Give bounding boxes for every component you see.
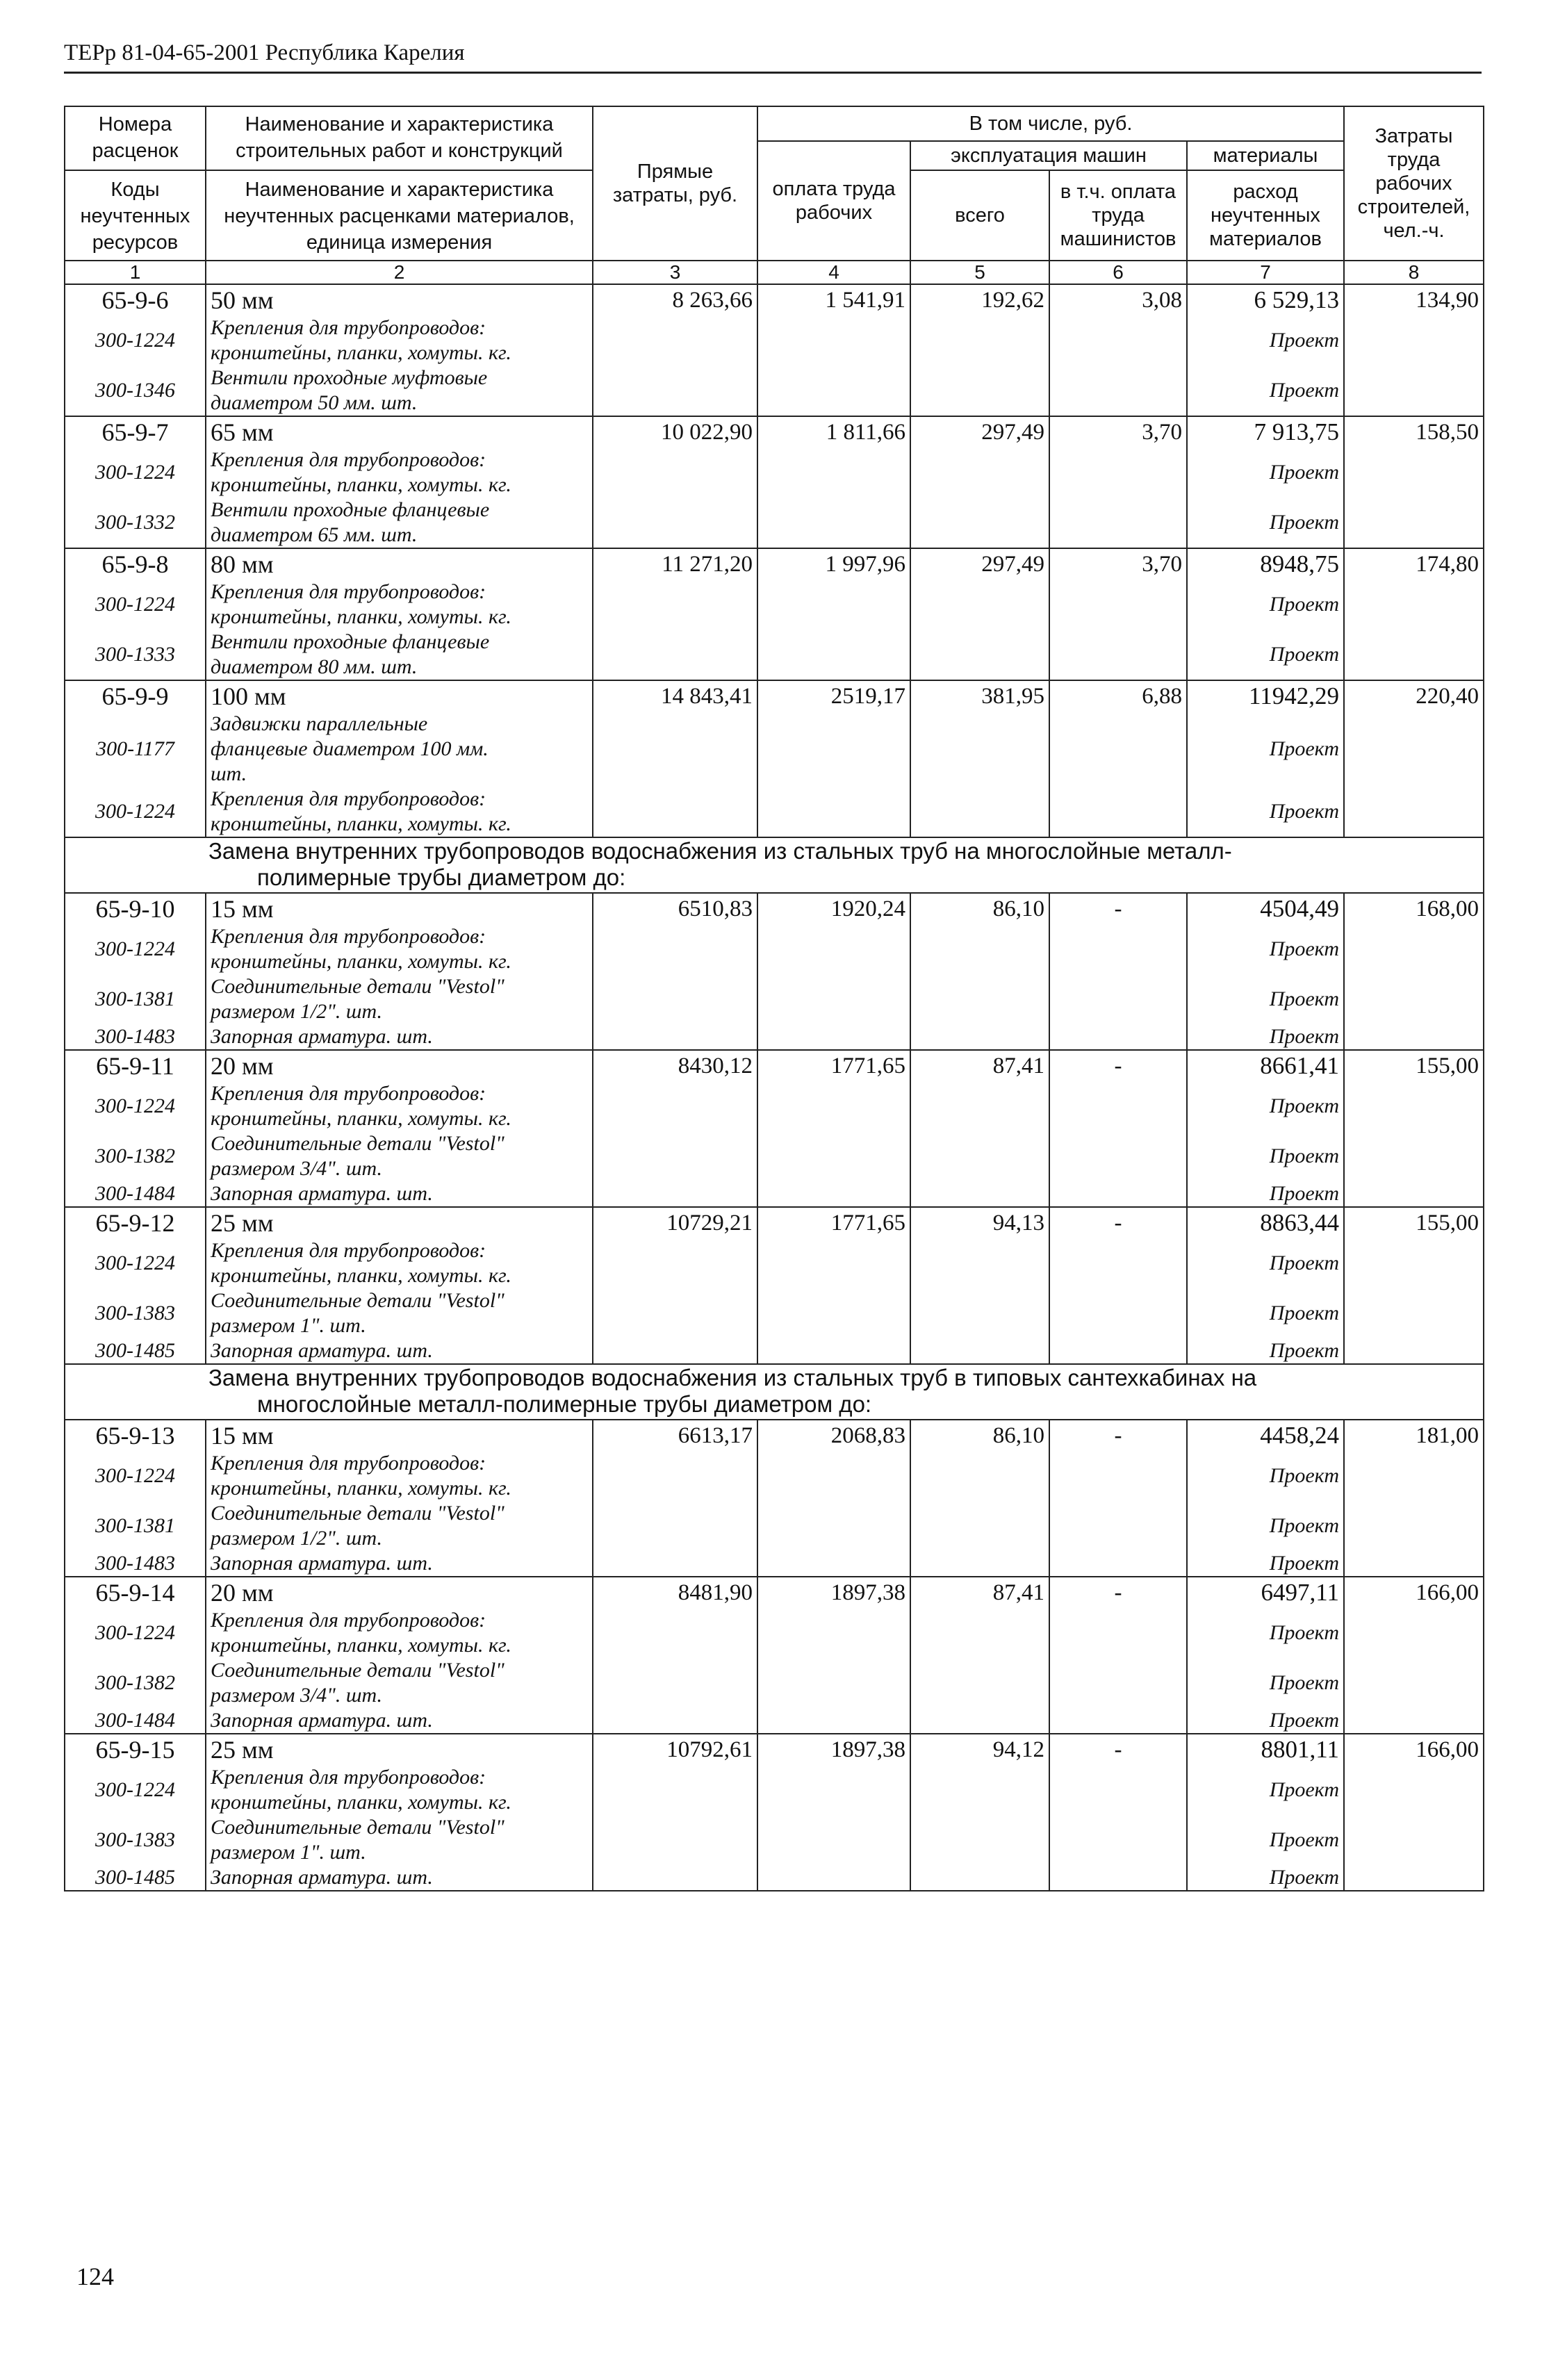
labor-hours: 158,50 bbox=[1344, 416, 1484, 548]
header-rate-numbers: Номера расценок bbox=[92, 113, 179, 162]
resource-materials: Проект bbox=[1269, 1025, 1339, 1048]
rate-name-cell bbox=[206, 1420, 593, 1577]
rate-code: 65-9-11 bbox=[96, 1052, 174, 1080]
labor-pay: 2068,83 bbox=[757, 1420, 910, 1577]
rate-name: 20 мм bbox=[211, 1579, 274, 1607]
labor-pay: 2519,17 bbox=[757, 680, 910, 837]
header-labor-hours: Затраты труда рабочих строителей, чел.-ч. bbox=[1344, 106, 1484, 261]
resource-materials: Проект bbox=[1269, 511, 1339, 534]
resource-name-line: кронштейны, планки, хомуты. кг. bbox=[211, 341, 511, 364]
resource-materials: Проект bbox=[1269, 1709, 1339, 1732]
labor-pay: 1 997,96 bbox=[757, 548, 910, 680]
direct-costs: 10 022,90 bbox=[593, 416, 757, 548]
column-number: 5 bbox=[910, 261, 1049, 284]
resource-code: 300-1224 bbox=[95, 1251, 175, 1274]
column-number: 8 bbox=[1344, 261, 1484, 284]
rate-name: 100 мм bbox=[211, 682, 286, 710]
resource-materials: Проект bbox=[1269, 1182, 1339, 1205]
resource-name bbox=[211, 1238, 588, 1288]
section-row bbox=[65, 1364, 1484, 1420]
resource-name-line: шт. bbox=[211, 762, 247, 785]
materials-cell bbox=[1187, 1734, 1344, 1891]
resource-code: 300-1381 bbox=[95, 987, 175, 1010]
resource-name-line: Крепления для трубопроводов: bbox=[211, 316, 486, 339]
section-title-line: Замена внутренних трубопроводов водоснабжения из стальных труб на многослойные металл- bbox=[208, 838, 1232, 864]
materials-cell bbox=[1187, 1207, 1344, 1364]
labor-hours: 134,90 bbox=[1344, 284, 1484, 416]
resource-code: 300-1383 bbox=[95, 1302, 175, 1324]
resource-name-line: Соединительные детали "Vestol" bbox=[211, 1132, 505, 1155]
column-number: 2 bbox=[206, 261, 593, 284]
rate-name: 25 мм bbox=[211, 1209, 274, 1237]
header-machines: эксплуатация машин bbox=[910, 141, 1187, 170]
machinist-pay: - bbox=[1049, 1050, 1187, 1207]
resource-name bbox=[211, 974, 588, 1024]
resource-materials: Проект bbox=[1269, 1778, 1339, 1801]
resource-name-line: Крепления для трубопроводов: bbox=[211, 448, 486, 471]
resource-code: 300-1381 bbox=[95, 1514, 175, 1537]
rate-code-cell bbox=[65, 680, 206, 837]
resource-code: 300-1224 bbox=[95, 800, 175, 823]
resource-name-line: Крепления для трубопроводов: bbox=[211, 1239, 486, 1262]
column-number: 6 bbox=[1049, 261, 1187, 284]
resource-materials: Проект bbox=[1269, 643, 1339, 666]
labor-hours: 166,00 bbox=[1344, 1734, 1484, 1891]
resource-name-line: Крепления для трубопроводов: bbox=[211, 1082, 486, 1105]
resource-code: 300-1224 bbox=[95, 1778, 175, 1801]
direct-costs: 6510,83 bbox=[593, 893, 757, 1050]
resource-name-line: кронштейны, планки, хомуты. кг. bbox=[211, 812, 511, 835]
resource-materials: Проект bbox=[1269, 937, 1339, 960]
header-including: В том числе, руб. bbox=[757, 106, 1344, 141]
labor-pay: 1920,24 bbox=[757, 893, 910, 1050]
machines-total: 94,13 bbox=[910, 1207, 1049, 1364]
resource-materials: Проект bbox=[1269, 1866, 1339, 1889]
resource-name-line: диаметром 65 мм. шт. bbox=[211, 523, 418, 546]
resource-materials: Проект bbox=[1269, 1552, 1339, 1575]
resource-name bbox=[211, 1551, 588, 1576]
rate-row bbox=[65, 893, 1484, 1050]
section-row bbox=[65, 837, 1484, 893]
resource-name-line: Вентили проходные фланцевые bbox=[211, 498, 490, 521]
resource-name-line: Соединительные детали "Vestol" bbox=[211, 1816, 505, 1839]
rate-code-cell bbox=[65, 1420, 206, 1577]
resource-name-line: Запорная арматура. шт. bbox=[211, 1552, 433, 1575]
resource-name bbox=[211, 1815, 588, 1865]
resource-materials: Проект bbox=[1269, 1094, 1339, 1117]
rate-name-cell bbox=[206, 893, 593, 1050]
machinist-pay: 3,70 bbox=[1049, 548, 1187, 680]
rate-code: 65-9-7 bbox=[101, 418, 169, 446]
rate-row bbox=[65, 1577, 1484, 1734]
rate-code: 65-9-14 bbox=[95, 1579, 175, 1607]
rate-code-cell bbox=[65, 284, 206, 416]
resource-name-line: кронштейны, планки, хомуты. кг. bbox=[211, 473, 511, 496]
resource-materials: Проект bbox=[1269, 1671, 1339, 1694]
resource-materials: Проект bbox=[1269, 1144, 1339, 1167]
resource-code: 300-1177 bbox=[96, 737, 174, 760]
materials-cell bbox=[1187, 548, 1344, 680]
rate-code: 65-9-15 bbox=[95, 1736, 175, 1764]
resource-name bbox=[211, 1865, 588, 1890]
resource-name-line: размером 1/2". шт. bbox=[211, 1527, 383, 1550]
rate-name: 25 мм bbox=[211, 1736, 274, 1764]
resource-name-line: Соединительные детали "Vestol" bbox=[211, 975, 505, 998]
materials-cost: 6 529,13 bbox=[1254, 286, 1339, 313]
materials-cost: 11942,29 bbox=[1249, 682, 1339, 709]
resource-code: 300-1224 bbox=[95, 1094, 175, 1117]
resource-name-line: Запорная арматура. шт. bbox=[211, 1339, 433, 1362]
resource-name bbox=[211, 498, 588, 548]
rate-code-cell bbox=[65, 548, 206, 680]
labor-pay: 1771,65 bbox=[757, 1050, 910, 1207]
column-numbers-row bbox=[65, 261, 1484, 284]
resource-name bbox=[211, 580, 588, 630]
materials-cell bbox=[1187, 416, 1344, 548]
resource-name-line: кронштейны, планки, хомуты. кг. bbox=[211, 950, 511, 973]
resource-name bbox=[211, 448, 588, 498]
rate-name: 65 мм bbox=[211, 418, 274, 446]
rate-code: 65-9-9 bbox=[101, 682, 169, 710]
resource-name bbox=[211, 1765, 588, 1815]
resource-name-line: Соединительные детали "Vestol" bbox=[211, 1502, 505, 1525]
materials-cost: 4458,24 bbox=[1260, 1422, 1339, 1449]
page-number: 124 bbox=[76, 2263, 114, 2290]
resource-name-line: кронштейны, планки, хомуты. кг. bbox=[211, 605, 511, 628]
machines-total: 381,95 bbox=[910, 680, 1049, 837]
resource-name bbox=[211, 1131, 588, 1181]
machinist-pay: - bbox=[1049, 1207, 1187, 1364]
materials-cost: 7 913,75 bbox=[1254, 418, 1339, 445]
rate-row bbox=[65, 548, 1484, 680]
resource-name-line: Задвижки параллельные bbox=[211, 712, 428, 735]
header-direct-costs: Прямые затраты, руб. bbox=[593, 106, 757, 261]
column-number: 4 bbox=[757, 261, 910, 284]
resource-name bbox=[211, 1658, 588, 1708]
resource-name-line: Запорная арматура. шт. bbox=[211, 1866, 433, 1889]
rate-name: 80 мм bbox=[211, 550, 274, 578]
labor-hours: 155,00 bbox=[1344, 1050, 1484, 1207]
resource-materials: Проект bbox=[1269, 1302, 1339, 1324]
machines-total: 87,41 bbox=[910, 1577, 1049, 1734]
resource-code: 300-1484 bbox=[95, 1182, 175, 1205]
resource-code: 300-1224 bbox=[95, 937, 175, 960]
resource-materials: Проект bbox=[1269, 1514, 1339, 1537]
resource-name-line: Крепления для трубопроводов: bbox=[211, 1609, 486, 1632]
rate-code: 65-9-10 bbox=[95, 895, 175, 923]
table-body bbox=[65, 284, 1484, 1891]
rate-code-cell bbox=[65, 893, 206, 1050]
resource-name-line: кронштейны, планки, хомуты. кг. bbox=[211, 1791, 511, 1814]
direct-costs: 11 271,20 bbox=[593, 548, 757, 680]
materials-cell bbox=[1187, 1420, 1344, 1577]
rate-name: 15 мм bbox=[211, 1422, 274, 1450]
resource-name-line: Запорная арматура. шт. bbox=[211, 1182, 433, 1205]
labor-hours: 220,40 bbox=[1344, 680, 1484, 837]
rate-name-cell bbox=[206, 548, 593, 680]
page-header: ТЕРр 81-04-65-2001 Республика Карелия bbox=[64, 40, 1482, 74]
resource-materials: Проект bbox=[1269, 461, 1339, 484]
rate-row bbox=[65, 1050, 1484, 1207]
resource-name-line: размером 1". шт. bbox=[211, 1314, 366, 1337]
resource-name-line: диаметром 80 мм. шт. bbox=[211, 655, 418, 678]
resource-name bbox=[211, 1451, 588, 1501]
resource-name-line: размером 3/4". шт. bbox=[211, 1684, 383, 1707]
resource-code: 300-1346 bbox=[95, 379, 175, 402]
rate-code-cell bbox=[65, 1050, 206, 1207]
direct-costs: 14 843,41 bbox=[593, 680, 757, 837]
labor-pay: 1771,65 bbox=[757, 1207, 910, 1364]
resource-name-line: кронштейны, планки, хомуты. кг. bbox=[211, 1264, 511, 1287]
rate-code-cell bbox=[65, 1734, 206, 1891]
resource-code: 300-1383 bbox=[95, 1828, 175, 1851]
section-title bbox=[65, 1364, 1484, 1420]
resource-name-line: кронштейны, планки, хомуты. кг. bbox=[211, 1477, 511, 1500]
resource-materials: Проект bbox=[1269, 1251, 1339, 1274]
resource-materials: Проект bbox=[1269, 800, 1339, 823]
direct-costs: 10792,61 bbox=[593, 1734, 757, 1891]
materials-cell bbox=[1187, 680, 1344, 837]
header-materials: материалы bbox=[1187, 141, 1344, 170]
machines-total: 297,49 bbox=[910, 416, 1049, 548]
resource-code: 300-1382 bbox=[95, 1144, 175, 1167]
resource-name-line: Крепления для трубопроводов: bbox=[211, 580, 486, 603]
rate-name-cell bbox=[206, 416, 593, 548]
rate-code: 65-9-8 bbox=[101, 550, 169, 578]
rate-name-cell bbox=[206, 1577, 593, 1734]
resource-name-line: Вентили проходные фланцевые bbox=[211, 630, 490, 653]
section-title-line: многослойные металл-полимерные трубы диаметром до: bbox=[257, 1391, 872, 1417]
machines-total: 87,41 bbox=[910, 1050, 1049, 1207]
labor-pay: 1897,38 bbox=[757, 1577, 910, 1734]
machinist-pay: 3,08 bbox=[1049, 284, 1187, 416]
resource-materials: Проект bbox=[1269, 1464, 1339, 1487]
machinist-pay: - bbox=[1049, 1734, 1187, 1891]
materials-cost: 8863,44 bbox=[1260, 1209, 1339, 1236]
resource-name bbox=[211, 1181, 588, 1206]
rate-row bbox=[65, 1734, 1484, 1891]
direct-costs: 6613,17 bbox=[593, 1420, 757, 1577]
labor-hours: 174,80 bbox=[1344, 548, 1484, 680]
resource-materials: Проект bbox=[1269, 593, 1339, 616]
resource-name bbox=[211, 1081, 588, 1131]
resource-code: 300-1382 bbox=[95, 1671, 175, 1694]
resource-name bbox=[211, 1338, 588, 1363]
resource-name-line: фланцевые диаметром 100 мм. bbox=[211, 737, 489, 760]
column-number: 3 bbox=[593, 261, 757, 284]
resource-name-line: Крепления для трубопроводов: bbox=[211, 925, 486, 948]
rate-code-cell bbox=[65, 1577, 206, 1734]
resource-name bbox=[211, 1288, 588, 1338]
labor-hours: 166,00 bbox=[1344, 1577, 1484, 1734]
labor-pay: 1 541,91 bbox=[757, 284, 910, 416]
resource-name bbox=[211, 1708, 588, 1733]
resource-name-line: Вентили проходные муфтовые bbox=[211, 366, 488, 389]
rate-name: 20 мм bbox=[211, 1052, 274, 1080]
machines-total: 86,10 bbox=[910, 1420, 1049, 1577]
resource-name-line: Соединительные детали "Vestol" bbox=[211, 1289, 505, 1312]
header-works-name: Наименование и характеристика строительных работ и конструкций bbox=[236, 113, 563, 162]
rate-name: 15 мм bbox=[211, 895, 274, 923]
labor-pay: 1 811,66 bbox=[757, 416, 910, 548]
resource-name bbox=[211, 787, 588, 837]
materials-cell bbox=[1187, 1050, 1344, 1207]
resource-name bbox=[211, 1501, 588, 1551]
table-header bbox=[65, 106, 1484, 284]
resource-name-line: кронштейны, планки, хомуты. кг. bbox=[211, 1634, 511, 1657]
rate-name-cell bbox=[206, 1207, 593, 1364]
direct-costs: 8430,12 bbox=[593, 1050, 757, 1207]
machines-total: 86,10 bbox=[910, 893, 1049, 1050]
rate-row bbox=[65, 416, 1484, 548]
resource-name-line: Соединительные детали "Vestol" bbox=[211, 1659, 505, 1682]
resource-code: 300-1333 bbox=[95, 643, 175, 666]
resource-name-line: размером 3/4". шт. bbox=[211, 1157, 383, 1180]
column-number: 7 bbox=[1187, 261, 1344, 284]
resource-code: 300-1224 bbox=[95, 329, 175, 352]
materials-cost: 6497,11 bbox=[1261, 1579, 1339, 1606]
direct-costs: 8481,90 bbox=[593, 1577, 757, 1734]
resource-name-line: диаметром 50 мм. шт. bbox=[211, 391, 418, 414]
column-number: 1 bbox=[65, 261, 206, 284]
resource-materials: Проект bbox=[1269, 1339, 1339, 1362]
resource-code: 300-1483 bbox=[95, 1025, 175, 1048]
resource-name bbox=[211, 712, 588, 787]
materials-cost: 8948,75 bbox=[1260, 550, 1339, 577]
resource-name bbox=[211, 1024, 588, 1049]
labor-hours: 181,00 bbox=[1344, 1420, 1484, 1577]
rate-row bbox=[65, 680, 1484, 837]
rate-code: 65-9-6 bbox=[101, 286, 169, 314]
rates-table bbox=[64, 106, 1484, 1891]
rate-row bbox=[65, 1420, 1484, 1577]
header-labor-pay: оплата труда рабочих bbox=[757, 141, 910, 261]
direct-costs: 10729,21 bbox=[593, 1207, 757, 1364]
section-title bbox=[65, 837, 1484, 893]
materials-cost: 4504,49 bbox=[1260, 895, 1339, 922]
resource-name-line: размером 1". шт. bbox=[211, 1841, 366, 1864]
resource-name-line: размером 1/2". шт. bbox=[211, 1000, 383, 1023]
machines-total: 192,62 bbox=[910, 284, 1049, 416]
rate-name: 50 мм bbox=[211, 286, 274, 314]
resource-code: 300-1485 bbox=[95, 1866, 175, 1889]
resource-materials: Проект bbox=[1269, 379, 1339, 402]
header-materials-name: Наименование и характеристика неучтенных расценками материалов, единица измерения bbox=[224, 179, 575, 254]
rate-code: 65-9-13 bbox=[95, 1422, 175, 1450]
resource-name bbox=[211, 366, 588, 416]
header-unaccounted-materials: расход неучтенных материалов bbox=[1187, 170, 1344, 261]
resource-materials: Проект bbox=[1269, 987, 1339, 1010]
rate-name-cell bbox=[206, 284, 593, 416]
labor-pay: 1897,38 bbox=[757, 1734, 910, 1891]
resource-name-line: Запорная арматура. шт. bbox=[211, 1709, 433, 1732]
resource-code: 300-1485 bbox=[95, 1339, 175, 1362]
resource-code: 300-1224 bbox=[95, 1621, 175, 1644]
materials-cell bbox=[1187, 284, 1344, 416]
resource-code: 300-1224 bbox=[95, 461, 175, 484]
header-machines-total: всего bbox=[910, 170, 1049, 261]
resource-code: 300-1224 bbox=[95, 593, 175, 616]
section-title-line: полимерные трубы диаметром до: bbox=[257, 864, 626, 890]
rate-code-cell bbox=[65, 1207, 206, 1364]
machines-total: 297,49 bbox=[910, 548, 1049, 680]
resource-name-line: Крепления для трубопроводов: bbox=[211, 787, 486, 810]
resource-code: 300-1484 bbox=[95, 1709, 175, 1732]
resource-name bbox=[211, 315, 588, 366]
materials-cell bbox=[1187, 1577, 1344, 1734]
resource-name-line: Крепления для трубопроводов: bbox=[211, 1452, 486, 1475]
rate-code-cell bbox=[65, 416, 206, 548]
resource-materials: Проект bbox=[1269, 737, 1339, 760]
machinist-pay: - bbox=[1049, 893, 1187, 1050]
resource-name bbox=[211, 1608, 588, 1658]
header-resource-codes: Коды неучтенных ресурсов bbox=[80, 179, 190, 254]
resource-name bbox=[211, 924, 588, 974]
header-names-cell bbox=[206, 106, 593, 261]
materials-cell bbox=[1187, 893, 1344, 1050]
machinist-pay: 3,70 bbox=[1049, 416, 1187, 548]
labor-hours: 168,00 bbox=[1344, 893, 1484, 1050]
resource-materials: Проект bbox=[1269, 1828, 1339, 1851]
resource-name-line: Крепления для трубопроводов: bbox=[211, 1766, 486, 1789]
resource-name-line: Запорная арматура. шт. bbox=[211, 1025, 433, 1048]
materials-cost: 8661,41 bbox=[1260, 1052, 1339, 1079]
machinist-pay: - bbox=[1049, 1577, 1187, 1734]
resource-name-line: кронштейны, планки, хомуты. кг. bbox=[211, 1107, 511, 1130]
rate-row bbox=[65, 1207, 1484, 1364]
resource-name bbox=[211, 630, 588, 680]
rate-code: 65-9-12 bbox=[95, 1209, 175, 1237]
section-title-line: Замена внутренних трубопроводов водоснабжения из стальных труб в типовых сантехкабинах на bbox=[208, 1365, 1257, 1390]
machinist-pay: - bbox=[1049, 1420, 1187, 1577]
resource-materials: Проект bbox=[1269, 1621, 1339, 1644]
rate-name-cell bbox=[206, 680, 593, 837]
rate-row bbox=[65, 284, 1484, 416]
rate-name-cell bbox=[206, 1050, 593, 1207]
resource-code: 300-1483 bbox=[95, 1552, 175, 1575]
resource-materials: Проект bbox=[1269, 329, 1339, 352]
materials-cost: 8801,11 bbox=[1261, 1736, 1339, 1763]
direct-costs: 8 263,66 bbox=[593, 284, 757, 416]
resource-code: 300-1224 bbox=[95, 1464, 175, 1487]
machines-total: 94,12 bbox=[910, 1734, 1049, 1891]
header-codes-cell bbox=[65, 106, 206, 261]
machinist-pay: 6,88 bbox=[1049, 680, 1187, 837]
header-machinist-pay: в т.ч. оплата труда машинистов bbox=[1049, 170, 1187, 261]
labor-hours: 155,00 bbox=[1344, 1207, 1484, 1364]
resource-code: 300-1332 bbox=[95, 511, 175, 534]
rate-name-cell bbox=[206, 1734, 593, 1891]
